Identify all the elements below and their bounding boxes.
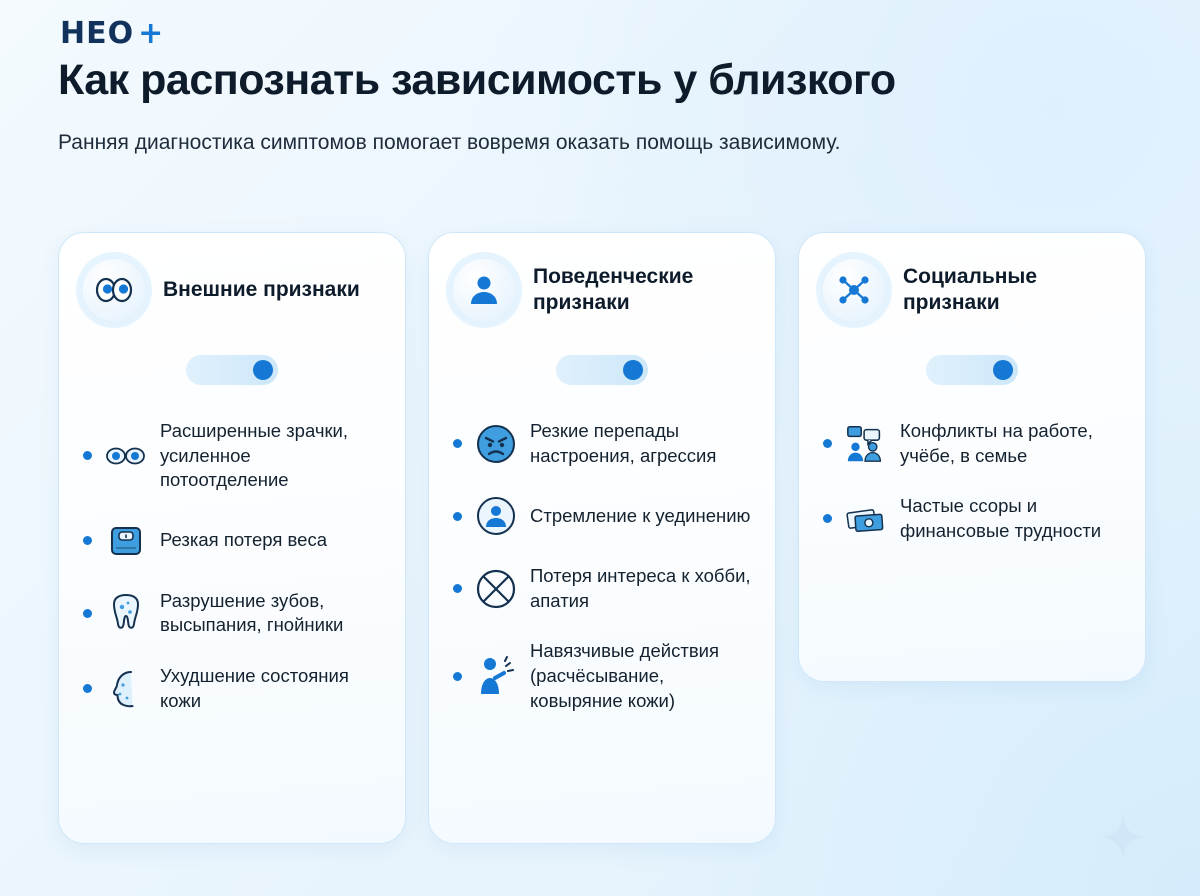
list-item-text: Резкие перепады настроения, агрессия [530, 420, 717, 466]
list-item-text: Навязчивые действия (расчёсывание, ковыряние кожи) [530, 640, 720, 711]
card-header [453, 259, 751, 321]
bullet-icon [823, 439, 832, 448]
card-behavioral-signs [428, 232, 776, 844]
signs-list [823, 419, 1121, 543]
toggle-row [453, 355, 751, 385]
list-item [83, 419, 381, 493]
face-skin-icon [104, 667, 148, 711]
scratching-person-icon [474, 654, 518, 698]
card-title: Социальные признаки [903, 264, 1038, 314]
bullet-icon [823, 514, 832, 523]
list-item [83, 589, 381, 638]
dilated-pupils-icon [104, 434, 148, 478]
bullet-icon [453, 439, 462, 448]
card-toggle[interactable] [556, 355, 648, 385]
list-item-text: Расширенные зрачки, усиленное потоотделение [160, 420, 349, 491]
bullet-icon [83, 684, 92, 693]
network-icon [823, 259, 885, 321]
brand-name: HEO [60, 16, 135, 51]
list-item [453, 639, 751, 713]
brand-logo [60, 16, 163, 51]
list-item [83, 519, 381, 563]
list-item-text: Частые ссоры и финансовые трудности [900, 495, 1102, 541]
card-toggle[interactable] [186, 355, 278, 385]
angry-face-icon [474, 422, 518, 466]
crossed-circle-icon [474, 567, 518, 611]
list-item [83, 664, 381, 713]
toggle-row [83, 355, 381, 385]
card-toggle[interactable] [926, 355, 1018, 385]
people-conflict-icon [844, 422, 888, 466]
list-item [453, 564, 751, 613]
card-header [83, 259, 381, 321]
page-subtitle: Ранняя диагностика симптомов помогает вовремя оказать помощь зависимому. [58, 131, 841, 154]
list-item-text: Разрушение зубов, высыпания, гнойники [160, 589, 344, 636]
list-item-text: Резкая потеря веса [160, 529, 327, 551]
list-item-text: Потеря интереса к хобби, апатия [530, 565, 751, 611]
signs-list [83, 419, 381, 713]
list-item [823, 419, 1121, 468]
cards-container [58, 232, 1146, 844]
toggle-knob [623, 360, 643, 380]
toggle-knob [253, 360, 273, 380]
sparkle-icon [1100, 814, 1146, 860]
card-title: Поведенческие признаки [533, 264, 694, 314]
lonely-person-icon [474, 494, 518, 538]
list-item-text: Ухудшение состояния кожи [160, 664, 349, 711]
toggle-row [823, 355, 1121, 385]
signs-list [453, 419, 751, 713]
card-header [823, 259, 1121, 321]
bullet-icon [83, 536, 92, 545]
bullet-icon [83, 609, 92, 618]
eyes-icon [83, 259, 145, 321]
card-title: Внешние признаки [163, 277, 360, 301]
person-icon [453, 259, 515, 321]
bullet-icon [453, 584, 462, 593]
page-title: Как распознать зависимость у близкого [58, 56, 896, 104]
bullet-icon [83, 451, 92, 460]
scales-icon [104, 519, 148, 563]
card-external-signs [58, 232, 406, 844]
toggle-knob [993, 360, 1013, 380]
list-item [453, 419, 751, 468]
list-item [823, 494, 1121, 543]
bullet-icon [453, 512, 462, 521]
list-item [453, 494, 751, 538]
card-social-signs [798, 232, 1146, 682]
tooth-icon [104, 591, 148, 635]
brand-plus-icon: + [138, 15, 164, 51]
list-item-text: Конфликты на работе, учёбе, в семье [900, 420, 1093, 466]
bullet-icon [453, 672, 462, 681]
list-item-text: Стремление к уединению [530, 504, 751, 526]
money-icon [844, 497, 888, 541]
